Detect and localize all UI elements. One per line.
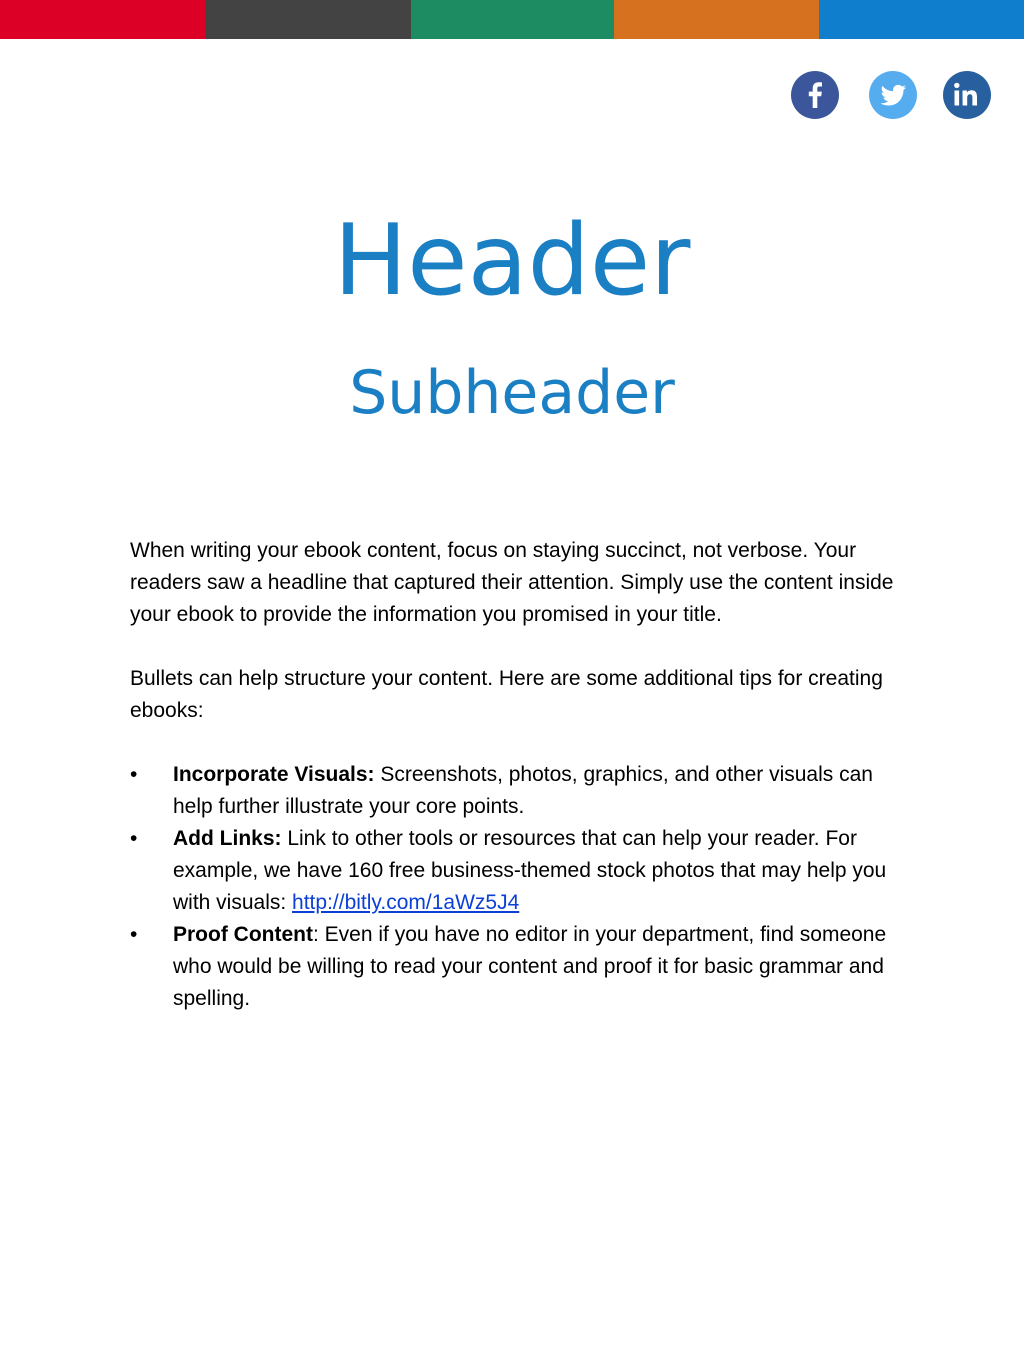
bullet-marker: • bbox=[130, 763, 138, 786]
body-content bbox=[130, 535, 900, 1015]
twitter-icon[interactable] bbox=[869, 71, 917, 119]
bullet-marker: • bbox=[130, 827, 138, 850]
intro-paragraph: When writing your ebook content, focus on staying succinct, not verbose. Your readers saw a headline that captured their attention. Simply use the content inside your ebook to provide the information you promised in your title. bbox=[130, 539, 894, 626]
color-bar-green bbox=[411, 0, 614, 39]
bullet-label: Proof Content bbox=[173, 923, 313, 946]
list-item bbox=[130, 759, 900, 823]
color-bar-red bbox=[0, 0, 205, 39]
bullet-text: : Even if you have no editor in your department, find someone who would be willing to read your content and proof it for basic grammar and spelling. bbox=[173, 923, 887, 1010]
color-bar-orange bbox=[614, 0, 819, 39]
bullet-label: Incorporate Visuals: bbox=[173, 763, 375, 786]
list-item bbox=[130, 823, 900, 919]
bullet-label: Add Links: bbox=[173, 827, 282, 850]
list-item bbox=[130, 919, 900, 1015]
bullet-marker: • bbox=[130, 923, 138, 946]
stock-photos-link[interactable]: http://bitly.com/1aWz5J4 bbox=[292, 891, 520, 914]
top-color-bar bbox=[0, 0, 1024, 39]
page-subtitle: Subheader bbox=[349, 358, 675, 428]
social-links bbox=[791, 71, 993, 121]
bullet-text: Screenshots, photos, graphics, and other visuals can help further illustrate your core points. bbox=[173, 763, 873, 818]
bullet-text: Link to other tools or resources that can help your reader. For example, we have 160 free business-themed stock photos that may help you with visuals: bbox=[173, 827, 887, 914]
page-title: Header bbox=[333, 204, 691, 318]
color-bar-blue bbox=[819, 0, 1024, 39]
color-bar-gray bbox=[205, 0, 411, 39]
linkedin-icon[interactable] bbox=[943, 71, 991, 119]
facebook-icon[interactable] bbox=[791, 71, 839, 119]
tips-list bbox=[130, 759, 900, 1015]
bullets-intro-paragraph: Bullets can help structure your content. Here are some additional tips for creating ebooks: bbox=[130, 667, 883, 722]
